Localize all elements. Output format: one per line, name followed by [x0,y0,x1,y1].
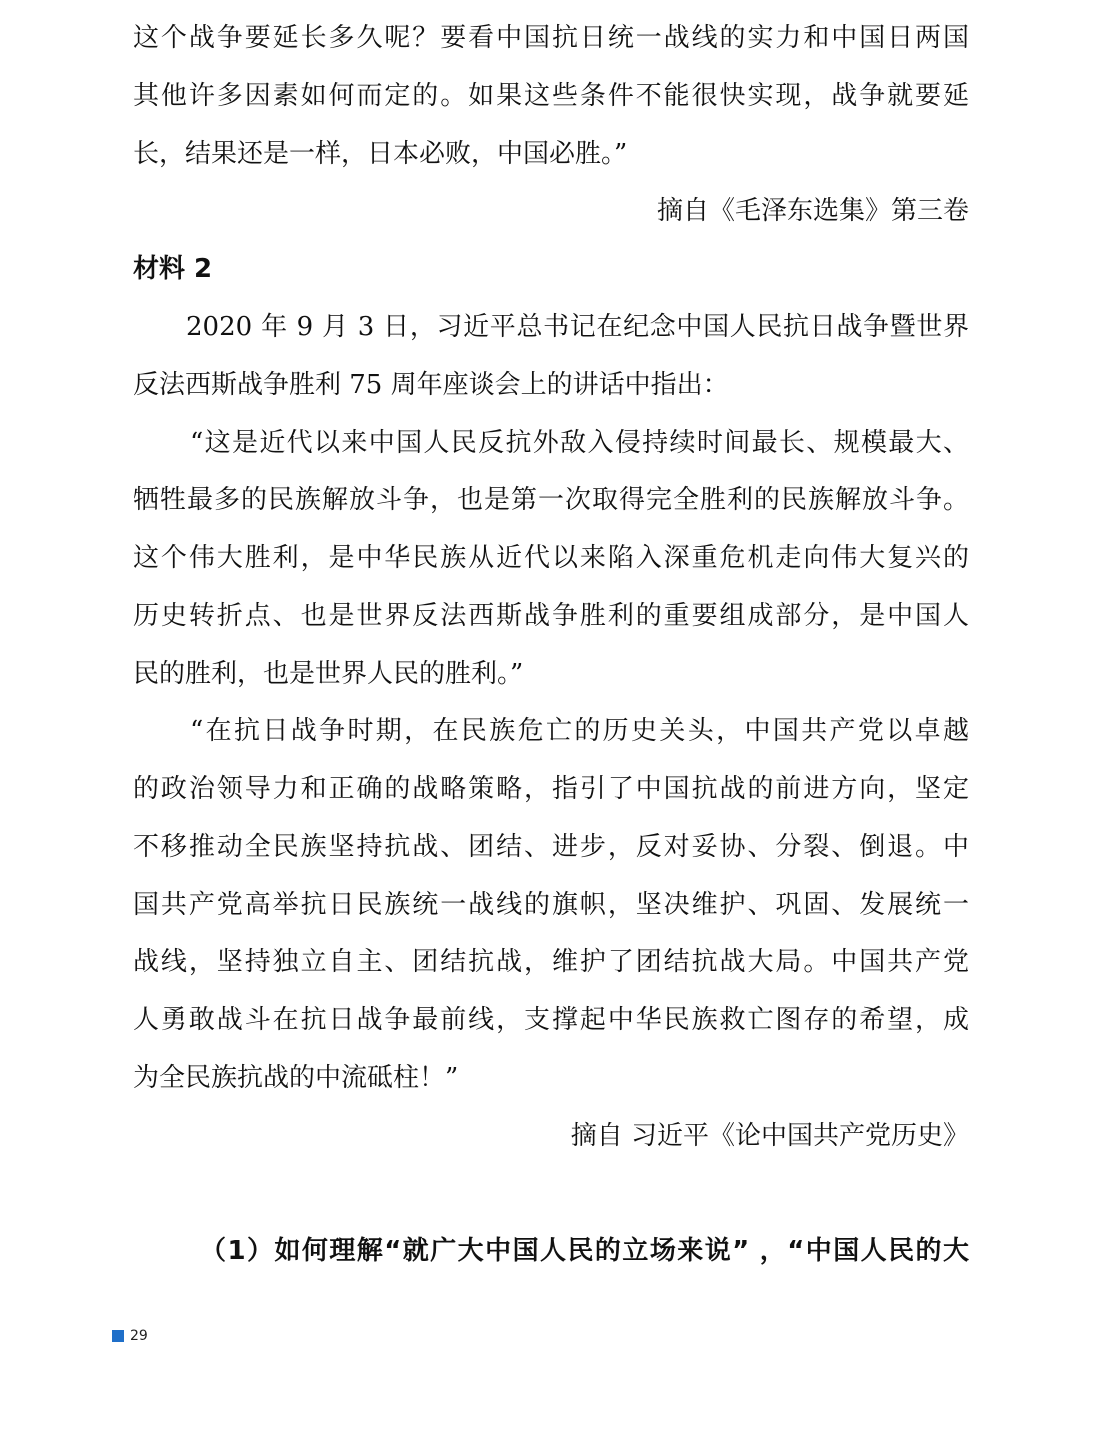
quote-line: 为全民族抗战的中流砥柱！” [133,1063,459,1093]
quote-line: 民的胜利，也是世界人民的胜利。” [133,659,524,689]
quote-line: 的政治领导力和正确的战略策略，指引了中国抗战的前进方向，坚定 [133,774,969,804]
section-heading: 材料 2 [133,254,213,284]
quote-line: 牺牲最多的民族解放斗争，也是第一次取得完全胜利的民族解放斗争。 [133,485,969,515]
source-citation: 摘自 习近平《论中国共产党历史》 [570,1121,969,1151]
quote-line: 战线，坚持独立自主、团结抗战，维护了团结抗战大局。中国共产党 [133,947,969,977]
quote-line: 国共产党高举抗日民族统一战线的旗帜，坚决维护、巩固、发展统一 [133,890,969,920]
body-line: 这个战争要延长多久呢？要看中国抗日统一战线的实力和中国日两国 [133,23,969,53]
quote-line: 不移推动全民族坚持抗战、团结、进步，反对妥协、分裂、倒退。中 [133,832,969,862]
quote-line: 这个伟大胜利，是中华民族从近代以来陷入深重危机走向伟大复兴的 [133,543,969,573]
source-citation: 摘自《毛泽东选集》第三卷 [656,196,969,226]
quote-line: 人勇敢战斗在抗日战争最前线，支撑起中华民族救亡图存的希望，成 [133,1005,969,1035]
page-marker-icon [112,1330,124,1342]
body-line: 其他许多因素如何而定的。如果这些条件不能很快实现，战争就要延 [133,81,969,111]
quote-line: “在抗日战争时期，在民族危亡的历史关头，中国共产党以卓越 [190,716,969,746]
body-line: 反法西斯战争胜利 75 周年座谈会上的讲话中指出： [133,370,729,400]
quote-line: 历史转折点、也是世界反法西斯战争胜利的重要组成部分，是中国人 [133,601,969,631]
page-number [112,1326,148,1346]
body-line: 长，结果还是一样，日本必败，中国必胜。” [133,139,628,169]
question-text: （1）如何理解“就广大中国人民的立场来说” ，“中国人民的大 [200,1236,969,1266]
body-line: 2020 年 9 月 3 日，习近平总书记在纪念中国人民抗日战争暨世界 [186,312,969,342]
quote-line: “这是近代以来中国人民反抗外敌入侵持续时间最长、规模最大、 [190,428,969,458]
page-number-text: 29 [130,1328,148,1344]
